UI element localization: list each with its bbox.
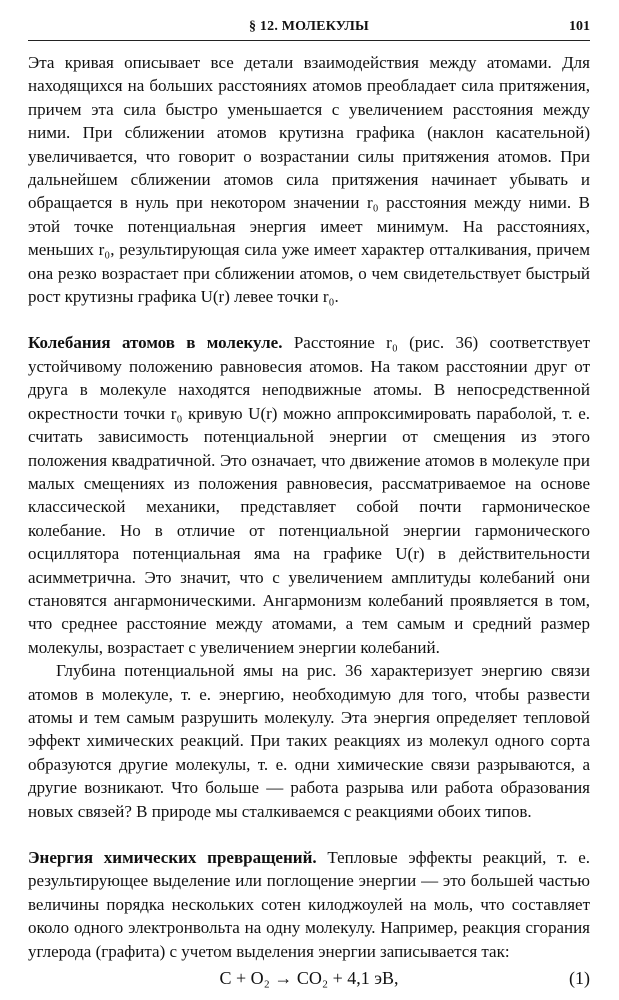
paragraph-potential-curve: Эта кривая описывает все детали взаимодействия между атомами. Для находящихся на больших расстояниях атомов преобладает сила притяжения, причем эта сила быстро уменьшается с увеличением расстояния между ними. При сближении атомов крутизна графика (наклон касательной) увеличивается, что говорит о возрастании силы притяжения атомов. При дальнейшем сближении атомов сила притяжения начинает убывать и обращается в нуль при некотором значении r₀ расстояния между ними. В этой точке потенциальная энергия имеет минимум. На расстояниях, меньших r₀, результирующая сила уже имеет характер отталкивания, причем она резко возрастает при сближении атомов, о чем свидетельствует быстрый рост крутизны графика U(r) левее точки r₀. xyxy=(28,53,590,307)
paragraph-oscillations-text: Расстояние r₀ (рис. 36) соответствует устойчивому положению равновесия атомов. На таком расстоянии друг от друга в молекуле находятся неподвижные атомы. В непосредственной окрестности точки r₀ кривую U(r) можно аппроксимировать параболой, т. е. считать зависимость потенциальной энергии от смещения из этого положения квадратичной. Это означает, что движение атомов в молекуле при малых смещениях из положения равновесия, рассматриваемое на основе классической механики, представляет собой почти гармоническое колебание. Но в отличие от потенциальной энергии гармонического осциллятора потенциальная яма на графике U(r) в действительности асимметрична. Это значит, что с увеличением амплитуды колебаний они становятся ангармоническими. Ангармонизм колебаний проявляется в том, что среднее расстояние между атомами, а тем самым и средний размер молекулы, возрастает с увеличением энергии колебаний. xyxy=(28,333,591,657)
paragraph-binding-energy: Глубина потенциальной ямы на рис. 36 характеризует энергию связи атомов в молекуле, т. е. энергию, необходимую для того, чтобы развести атомы и тем самым разрушить молекулу. Эта энергия определяет тепловой эффект химических реакций. При таких реакциях из молекул одного сорта образуются другие молекулы, т. е. одни химические связи разрываются, а другие возникают. Что больше — работа разрыва или работа образования новых связей? В природе мы сталкиваемся с реакциями обоих типов. xyxy=(28,661,590,821)
chapter-title: § 12. МОЛЕКУЛЫ xyxy=(249,19,369,34)
equation-1 xyxy=(28,965,590,995)
equation-expression: C + O₂ → CO₂ + 4,1 эВ, xyxy=(219,968,399,989)
equation-number: (1) xyxy=(569,968,590,989)
paragraph-chemical-energy-text: Тепловые эффекты реакций, т. е. результирующее выделение или поглощение энергии — это большей частью величины порядка нескольких сотен килоджоулей на моль, что составляет около одного электронвольта на одну молекулу. Например, реакция сгорания углерода (графита) с учетом выделения энергии записывается так: xyxy=(28,848,590,961)
running-header xyxy=(28,14,590,41)
page-number: 101 xyxy=(569,19,590,34)
paragraph-chemical-energy xyxy=(28,846,590,963)
section-heading-oscillations: Колебания атомов в молекуле. xyxy=(28,333,283,353)
paragraph-oscillations xyxy=(28,331,590,659)
section-heading-chemical-energy: Энергия химических превращений. xyxy=(28,848,317,867)
book-page xyxy=(28,14,590,995)
